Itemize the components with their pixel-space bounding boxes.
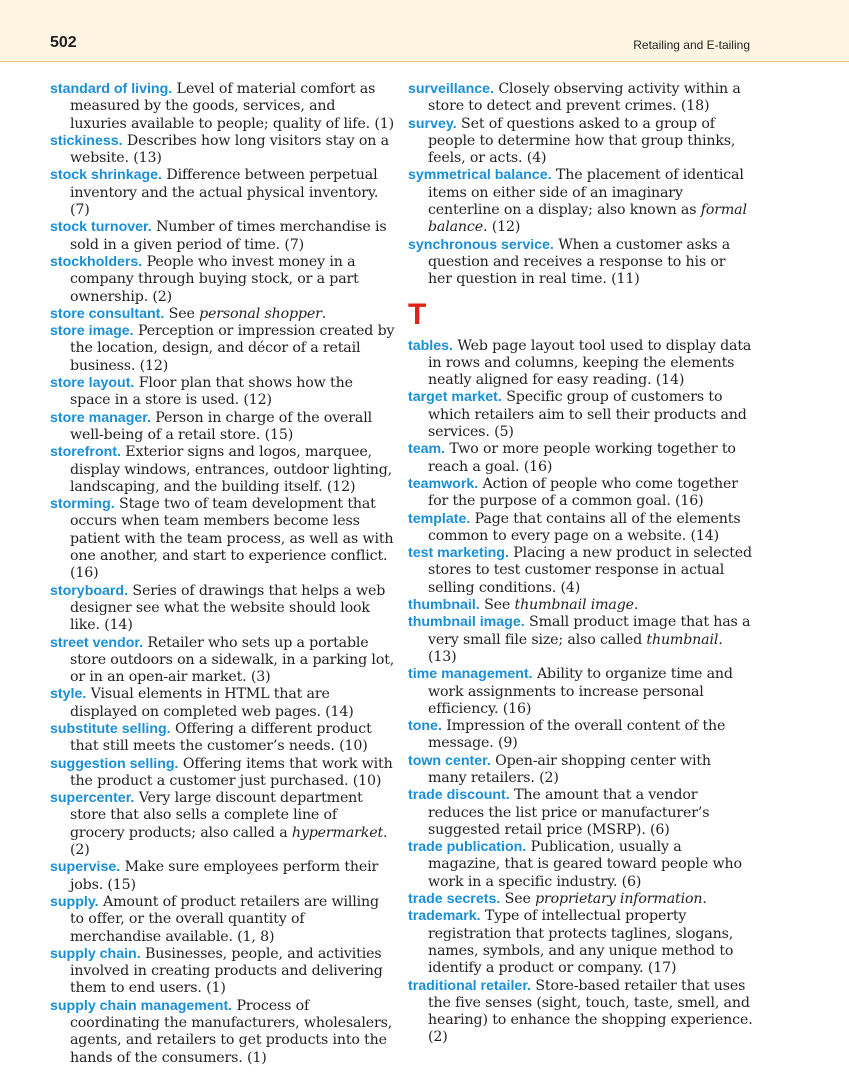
glossary-definition: Web page layout tool used to display data in rows and columns, keeping the elements neatly aligned for easy reading. (14) bbox=[428, 337, 752, 389]
glossary-entry bbox=[408, 476, 753, 511]
glossary-term: tone. bbox=[408, 718, 442, 735]
cross-reference: formal balance bbox=[428, 202, 747, 236]
glossary-entry bbox=[408, 891, 753, 908]
definition-end: . bbox=[702, 891, 707, 908]
glossary-definition: Offering a different product that still meets the customer’s needs. (10) bbox=[70, 720, 372, 755]
glossary-term: trade publication. bbox=[408, 839, 527, 856]
glossary-entry bbox=[408, 511, 753, 546]
glossary-term: survey. bbox=[408, 115, 457, 132]
glossary-term: team. bbox=[408, 441, 446, 458]
glossary-term: store layout. bbox=[50, 375, 135, 392]
running-title: Retailing and E-tailing bbox=[633, 38, 750, 52]
glossary-term: storyboard. bbox=[50, 582, 129, 599]
glossary-entry bbox=[50, 790, 395, 859]
glossary-entry bbox=[50, 721, 395, 756]
glossary-term: trade discount. bbox=[408, 787, 510, 804]
glossary-term: street vendor. bbox=[50, 634, 144, 651]
glossary-entry bbox=[408, 753, 753, 788]
glossary-entry bbox=[408, 116, 753, 168]
cross-reference: hypermarket bbox=[291, 824, 384, 841]
glossary-entry bbox=[408, 839, 753, 891]
section-letter: T bbox=[408, 297, 427, 331]
glossary-definition: When a customer asks a question and receives a response to his or her question in real time. (11) bbox=[428, 236, 731, 288]
glossary-definition: Type of intellectual property registration that protects taglines, slogans, names, symbols, and any unique method to identify a product or company. (17) bbox=[428, 908, 734, 977]
glossary-entry bbox=[408, 237, 753, 289]
glossary-definition: Specific group of customers to which retailers aim to sell their products and services. (5) bbox=[428, 389, 747, 441]
glossary-definition: Stage two of team development that occurs when team members become less patient with the team process, as well as with one another, and start to experience conflict. (16) bbox=[70, 496, 394, 582]
glossary-entry bbox=[50, 81, 395, 133]
glossary-definition: Store-based retailer that uses the five senses (sight, touch, taste, smell, and hearing) to enhance the shopping experience. (2) bbox=[428, 977, 753, 1046]
glossary-term: template. bbox=[408, 510, 471, 527]
glossary-term: supply. bbox=[50, 893, 99, 910]
glossary-definition: Retailer who sets up a portable store outdoors on a sidewalk, in a parking lot, or in an open-air market. (3) bbox=[70, 634, 395, 686]
glossary-definition: Businesses, people, and activities involved in creating products and delivering them to end users. (1) bbox=[70, 945, 383, 997]
glossary-entry bbox=[408, 908, 753, 977]
glossary-term: stickiness. bbox=[50, 132, 123, 149]
glossary-term: suggestion selling. bbox=[50, 755, 179, 772]
glossary-entry bbox=[50, 946, 395, 998]
definition-end: . (2) bbox=[70, 824, 388, 859]
glossary-entry bbox=[408, 389, 753, 441]
glossary-entry bbox=[408, 978, 753, 1047]
glossary-term: target market. bbox=[408, 389, 502, 406]
glossary-term: supply chain. bbox=[50, 945, 141, 962]
glossary-entry bbox=[50, 167, 395, 219]
glossary-definition: Describes how long visitors stay on a website. (13) bbox=[70, 132, 389, 167]
glossary-entry bbox=[50, 133, 395, 168]
glossary-definition: Amount of product retailers are willing to offer, or the overall quantity of merchandise available. (1, 8) bbox=[70, 893, 379, 945]
glossary-entry bbox=[50, 496, 395, 582]
glossary-entry bbox=[50, 583, 395, 635]
glossary-definition: Open-air shopping center with many retailers. (2) bbox=[428, 752, 711, 786]
glossary-definition: Floor plan that shows how the space in a store is used. (12) bbox=[70, 375, 353, 409]
glossary-term: storefront. bbox=[50, 444, 121, 461]
glossary-definition: Number of times merchandise is sold in a given period of time. (7) bbox=[70, 219, 387, 253]
glossary-entry bbox=[50, 444, 395, 496]
glossary-definition: The amount that a vendor reduces the list price or manufacturer’s suggested retail price (MSRP). (6) bbox=[428, 787, 710, 838]
glossary-term: stockholders. bbox=[50, 253, 143, 270]
definition-end: . (12) bbox=[482, 219, 521, 236]
glossary-term: test marketing. bbox=[408, 545, 509, 562]
s-entries bbox=[408, 81, 753, 289]
see-label: See bbox=[500, 891, 536, 908]
glossary-entry bbox=[408, 167, 753, 236]
glossary-term: stock shrinkage. bbox=[50, 167, 162, 184]
glossary-definition: Publication, usually a magazine, that is geared toward people who work in a specific industry. (6) bbox=[428, 839, 742, 890]
glossary-term: trade secrets. bbox=[408, 891, 501, 908]
glossary-term: standard of living. bbox=[50, 81, 173, 97]
glossary-definition: Closely observing activity within a store to detect and prevent crimes. (18) bbox=[428, 81, 741, 115]
glossary-entry bbox=[50, 998, 395, 1067]
glossary-entry bbox=[50, 323, 395, 375]
glossary-term: traditional retailer. bbox=[408, 977, 531, 994]
glossary-entry bbox=[50, 410, 395, 445]
t-entries bbox=[408, 338, 753, 1047]
glossary-entry bbox=[408, 81, 753, 116]
glossary-entry bbox=[50, 306, 395, 323]
glossary-entry bbox=[408, 338, 753, 390]
glossary-definition: Make sure employees perform their jobs. (15) bbox=[70, 859, 379, 893]
glossary-term: trademark. bbox=[408, 908, 481, 925]
glossary-definition: Exterior signs and logos, marquee, display windows, entrances, outdoor lighting, landscaping, and the building itself. (12) bbox=[70, 444, 392, 495]
glossary-entry bbox=[50, 254, 395, 306]
glossary-entry bbox=[50, 894, 395, 946]
glossary-term: teamwork. bbox=[408, 475, 479, 492]
glossary-term: store consultant. bbox=[50, 305, 165, 322]
glossary-entry bbox=[408, 666, 753, 718]
glossary-definition: Series of drawings that helps a web designer see what the website should look like. (14) bbox=[70, 582, 386, 634]
glossary-definition: Placing a new product in selected stores to test customer response in actual selling conditions. (4) bbox=[428, 545, 752, 596]
see-label: See bbox=[479, 597, 515, 614]
glossary-definition: Impression of the overall content of the message. (9) bbox=[428, 718, 726, 752]
glossary-definition: Small product image that has a very small file size; also called bbox=[428, 614, 751, 648]
glossary-entry bbox=[50, 756, 395, 791]
glossary-definition: Visual elements in HTML that are displayed on completed web pages. (14) bbox=[70, 686, 354, 720]
glossary-entry bbox=[50, 635, 395, 687]
glossary-term: supercenter. bbox=[50, 790, 135, 807]
cross-reference: thumbnail image bbox=[514, 597, 634, 614]
glossary-term: supervise. bbox=[50, 859, 121, 876]
definition-end: . bbox=[633, 597, 639, 614]
glossary-entry bbox=[408, 441, 753, 476]
glossary-term: storming. bbox=[50, 496, 115, 513]
glossary-definition: Perception or impression created by the location, design, and décor of a retail business. (12) bbox=[70, 323, 395, 374]
glossary-definition: Person in charge of the overall well-being of a retail store. (15) bbox=[70, 409, 373, 443]
cross-reference: thumbnail bbox=[646, 631, 719, 648]
glossary-term: synchronous service. bbox=[408, 236, 554, 253]
glossary-term: tables. bbox=[408, 337, 453, 354]
glossary-definition: Difference between perpetual inventory and the actual physical inventory. (7) bbox=[70, 167, 379, 219]
glossary-term: thumbnail image. bbox=[408, 614, 525, 631]
page-number: 502 bbox=[50, 34, 77, 51]
glossary-definition: Action of people who come together for the purpose of a common goal. (16) bbox=[428, 475, 738, 510]
glossary-term: stock turnover. bbox=[50, 219, 152, 236]
glossary-term: time management. bbox=[408, 666, 533, 683]
glossary-term: town center. bbox=[408, 752, 491, 769]
glossary-definition: Two or more people working together to reach a goal. (16) bbox=[428, 441, 736, 475]
glossary-definition: Offering items that work with the product a customer just purchased. (10) bbox=[70, 755, 393, 789]
cross-reference: personal shopper bbox=[199, 305, 322, 322]
glossary-term: store image. bbox=[50, 323, 134, 340]
glossary-term: style. bbox=[50, 686, 87, 703]
page-header bbox=[0, 0, 849, 62]
glossary-entry bbox=[408, 545, 753, 597]
glossary-term: symmetrical balance. bbox=[408, 167, 552, 184]
glossary-definition: People who invest money in a company through buying stock, or a part ownership. (2) bbox=[70, 253, 359, 305]
see-label: See bbox=[164, 305, 200, 322]
glossary-term: surveillance. bbox=[408, 81, 494, 97]
glossary-entry bbox=[408, 597, 753, 614]
glossary-definition: The placement of identical items on either side of an imaginary centerline on a display; also known as bbox=[428, 167, 744, 219]
glossary-term: substitute selling. bbox=[50, 720, 171, 737]
glossary-definition: Set of questions asked to a group of people to determine how that group thinks, feels, or acts. (4) bbox=[428, 115, 736, 167]
glossary-definition: Level of material comfort as measured by the goods, services, and luxuries available to people; quality of life. (1) bbox=[70, 81, 395, 132]
glossary-definition: Process of coordinating the manufacturers, wholesalers, agents, and retailers to get products into the hands of the consumers. (1) bbox=[70, 997, 393, 1066]
glossary-term: supply chain management. bbox=[50, 997, 233, 1014]
glossary-entry bbox=[408, 787, 753, 839]
glossary-definition: Very large discount department store that also sells a complete line of grocery products; also called a bbox=[70, 790, 363, 841]
glossary-entry bbox=[408, 718, 753, 753]
left-column bbox=[50, 81, 395, 1067]
definition-end: . (13) bbox=[428, 631, 723, 665]
glossary-entry bbox=[50, 859, 395, 894]
glossary-entry bbox=[50, 219, 395, 254]
glossary-entry bbox=[50, 375, 395, 410]
glossary-definition: Ability to organize time and work assignments to increase personal efficiency. (16) bbox=[428, 666, 733, 717]
right-column bbox=[408, 81, 753, 1047]
glossary-entry bbox=[50, 686, 395, 721]
glossary-entry bbox=[408, 614, 753, 666]
glossary-term: thumbnail. bbox=[408, 597, 480, 614]
glossary-term: store manager. bbox=[50, 409, 151, 426]
cross-reference: proprietary information bbox=[535, 891, 703, 908]
glossary-definition: Page that contains all of the elements common to every page on a website. (14) bbox=[428, 510, 741, 544]
definition-end: . bbox=[321, 305, 327, 322]
